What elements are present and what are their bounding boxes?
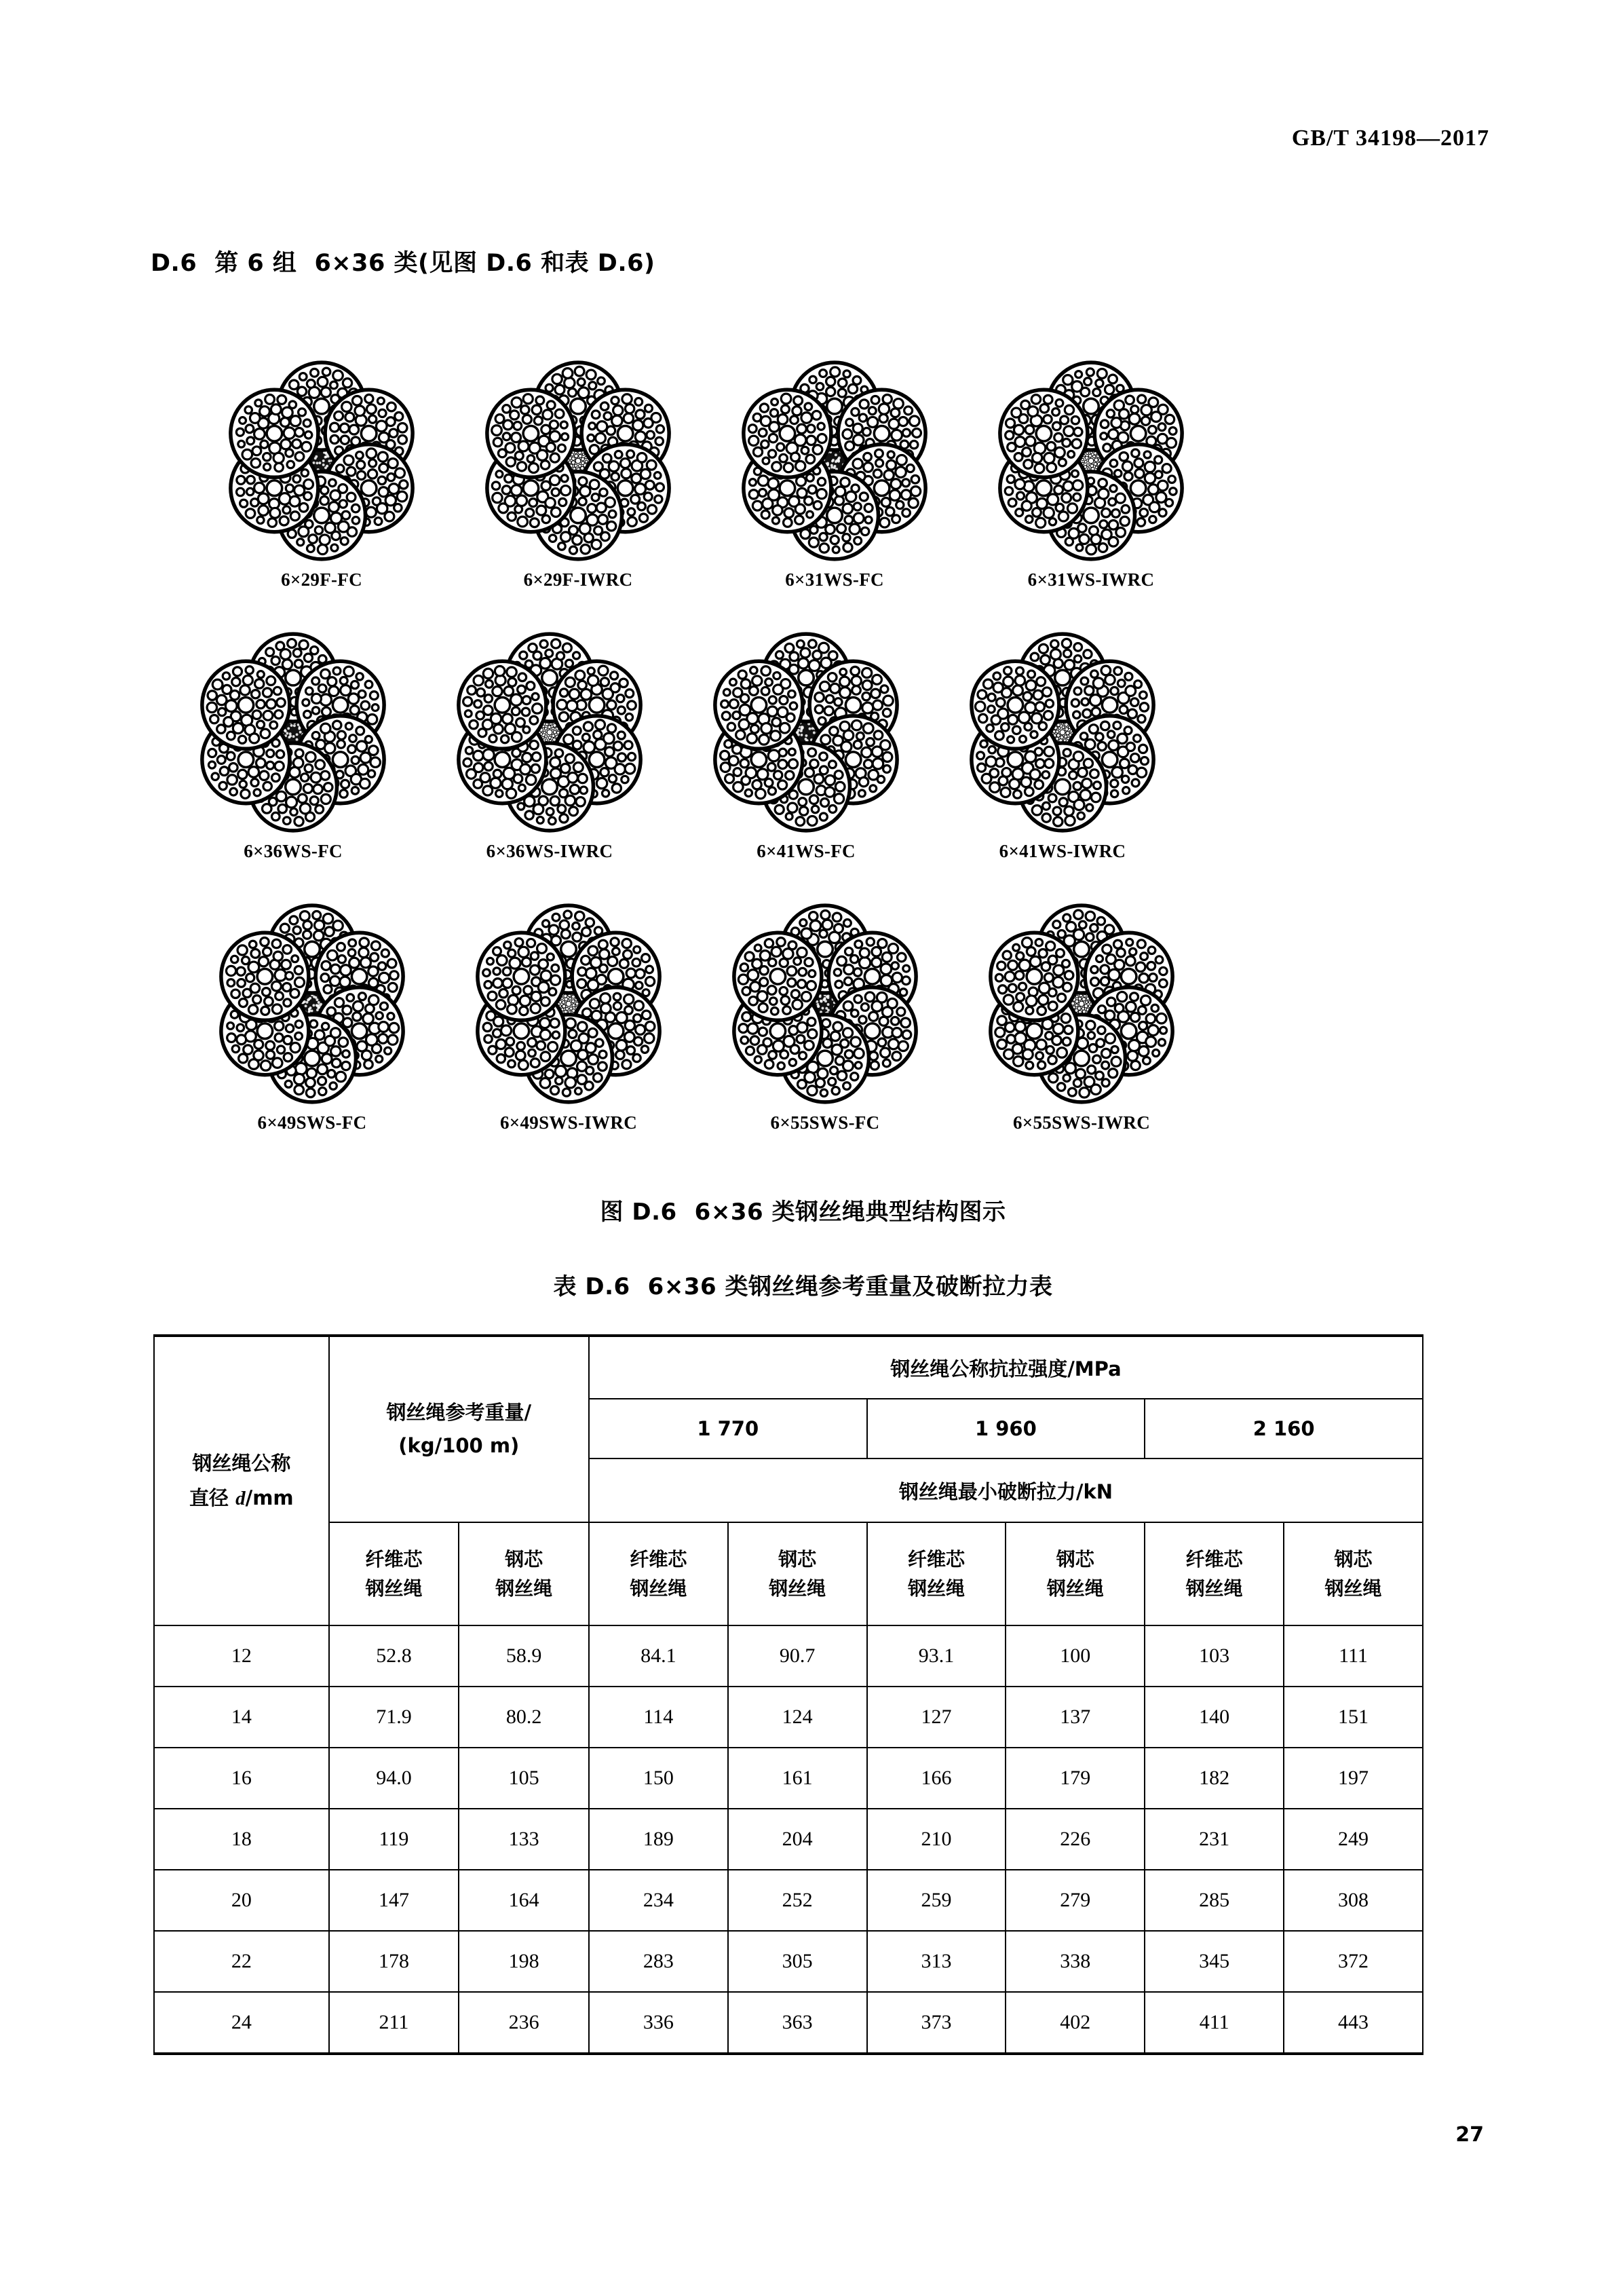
cell-f1770-steel: 161 <box>728 1748 867 1809</box>
core-label-line1: 钢芯 <box>505 1547 543 1570</box>
rope-cross-section-icon <box>733 359 936 563</box>
cell-weight-fiber: 147 <box>329 1870 459 1931</box>
th-nominal-diameter <box>154 1336 329 1625</box>
cell-f1960-steel: 100 <box>1006 1625 1145 1687</box>
cell-f1770-fiber: 114 <box>589 1687 728 1748</box>
rope-cross-section-icon <box>961 631 1164 834</box>
table-row <box>154 1870 1423 1931</box>
cell-diameter: 12 <box>154 1625 329 1687</box>
standard-code-header: GB/T 34198—2017 <box>1291 126 1489 151</box>
cell-f1770-fiber: 189 <box>589 1809 728 1870</box>
section-group: 第 6 组 <box>214 250 297 277</box>
cell-f1960-fiber: 373 <box>867 1992 1006 2054</box>
cell-f1960-fiber: 210 <box>867 1809 1006 1870</box>
core-label-line1: 纤维芯 <box>1185 1547 1243 1570</box>
core-label-line2: 钢丝绳 <box>769 1577 826 1600</box>
diam-symbol: d <box>235 1487 246 1509</box>
core-label-line2: 钢丝绳 <box>907 1577 965 1600</box>
core-label-line2: 钢丝绳 <box>365 1577 423 1600</box>
cell-f1960-steel: 137 <box>1006 1687 1145 1748</box>
rope-diagram-label: 6×41WS-IWRC <box>999 841 1126 861</box>
rope-cross-section-icon <box>704 631 908 834</box>
cell-f1960-steel: 338 <box>1006 1931 1145 1992</box>
rope-diagram-cell <box>684 631 928 862</box>
section-heading <box>151 244 655 278</box>
rope-cross-section-icon <box>723 902 927 1106</box>
cell-diameter: 14 <box>154 1687 329 1748</box>
figure-caption-label: 图 D.6 <box>600 1199 677 1226</box>
diam-pre: 直径 <box>189 1486 236 1509</box>
cell-diameter: 20 <box>154 1870 329 1931</box>
cell-weight-fiber: 94.0 <box>329 1748 459 1809</box>
rope-diagram-label: 6×29F-IWRC <box>523 569 633 590</box>
th-2160-fiber-core <box>1145 1522 1284 1625</box>
th-1960-fiber-core <box>867 1522 1006 1625</box>
rope-diagram-label: 6×36WS-IWRC <box>486 841 613 861</box>
cell-f1960-steel: 402 <box>1006 1992 1145 2054</box>
core-label-line1: 纤维芯 <box>907 1547 965 1570</box>
th-1960-steel-core <box>1006 1522 1145 1625</box>
rope-diagram-label: 6×36WS-FC <box>244 841 343 861</box>
cell-f1770-steel: 124 <box>728 1687 867 1748</box>
core-label-line2: 钢丝绳 <box>1046 1577 1104 1600</box>
rope-diagram-label: 6×31WS-IWRC <box>1027 569 1155 590</box>
cell-f1770-fiber: 234 <box>589 1870 728 1931</box>
cell-diameter: 22 <box>154 1931 329 1992</box>
th-strength-1770: 1 770 <box>589 1399 867 1458</box>
rope-cross-section-icon <box>448 631 651 834</box>
core-label-line2: 钢丝绳 <box>1324 1577 1382 1600</box>
cell-f1770-fiber: 283 <box>589 1931 728 1992</box>
cell-f1770-steel: 363 <box>728 1992 867 2054</box>
cell-f2160-fiber: 231 <box>1145 1809 1284 1870</box>
th-weight-fiber-core <box>329 1522 459 1625</box>
th-nominal-diameter-line2 <box>155 1481 328 1516</box>
table-row <box>154 1992 1423 2054</box>
cell-f2160-steel: 443 <box>1284 1992 1423 2054</box>
cell-f1770-steel: 90.7 <box>728 1625 867 1687</box>
rope-diagram-label: 6×29F-FC <box>281 569 362 590</box>
table-row <box>154 1625 1423 1687</box>
cell-f1960-steel: 179 <box>1006 1748 1145 1809</box>
figure-row <box>151 319 1460 590</box>
cell-f2160-steel: 308 <box>1284 1870 1423 1931</box>
cell-f2160-steel: 151 <box>1284 1687 1423 1748</box>
cell-weight-steel: 133 <box>459 1809 589 1870</box>
cell-weight-fiber: 211 <box>329 1992 459 2054</box>
rope-diagram-cell <box>940 631 1185 862</box>
th-tensile-strength: 钢丝绳公称抗拉强度/MPa <box>589 1336 1423 1399</box>
rope-cross-section-icon <box>220 359 423 563</box>
th-1770-steel-core <box>728 1522 867 1625</box>
table-row <box>154 1931 1423 1992</box>
rope-cross-section-icon <box>980 902 1183 1106</box>
table-header-row-4 <box>154 1522 1423 1625</box>
cell-weight-fiber: 178 <box>329 1931 459 1992</box>
figure-caption-text: 6×36 类钢丝绳典型结构图示 <box>694 1199 1006 1226</box>
th-strength-2160: 2 160 <box>1145 1399 1423 1458</box>
rope-cross-section-icon <box>467 902 670 1106</box>
th-2160-steel-core <box>1284 1522 1423 1625</box>
cell-f1960-steel: 226 <box>1006 1809 1145 1870</box>
cell-f2160-steel: 197 <box>1284 1748 1423 1809</box>
rope-diagram-cell <box>712 359 957 590</box>
cell-f2160-fiber: 345 <box>1145 1931 1284 1992</box>
cell-f2160-steel: 372 <box>1284 1931 1423 1992</box>
cell-f2160-fiber: 140 <box>1145 1687 1284 1748</box>
rope-cross-section-icon <box>210 902 414 1106</box>
th-min-breaking-force: 钢丝绳最小破断拉力/kN <box>589 1458 1423 1522</box>
th-strength-1960: 1 960 <box>867 1399 1145 1458</box>
rope-diagram-label: 6×31WS-FC <box>785 569 884 590</box>
rope-diagram-label: 6×49SWS-FC <box>257 1112 367 1133</box>
rope-diagram-cell <box>703 902 947 1133</box>
cell-f1960-fiber: 313 <box>867 1931 1006 1992</box>
cell-f1960-fiber: 166 <box>867 1748 1006 1809</box>
cell-diameter: 24 <box>154 1992 329 2054</box>
cell-f1770-steel: 305 <box>728 1931 867 1992</box>
th-1770-fiber-core <box>589 1522 728 1625</box>
core-label-line2: 钢丝绳 <box>1185 1577 1243 1600</box>
cell-f2160-steel: 111 <box>1284 1625 1423 1687</box>
rope-diagram-label: 6×41WS-FC <box>757 841 856 861</box>
rope-cross-section-icon <box>476 359 680 563</box>
cell-weight-steel: 198 <box>459 1931 589 1992</box>
rope-diagram-cell <box>171 631 415 862</box>
th-reference-weight-line2: (kg/100 m) <box>398 1434 520 1457</box>
table-row <box>154 1809 1423 1870</box>
rope-diagram-cell <box>959 902 1204 1133</box>
rope-structure-figure <box>151 319 1460 1133</box>
rope-diagram-cell <box>190 902 434 1133</box>
th-reference-weight <box>329 1336 589 1522</box>
cell-f1960-fiber: 259 <box>867 1870 1006 1931</box>
th-weight-steel-core <box>459 1522 589 1625</box>
core-label-line1: 纤维芯 <box>365 1547 423 1570</box>
core-label-line2: 钢丝绳 <box>630 1577 687 1600</box>
core-label-line1: 钢芯 <box>1334 1547 1373 1570</box>
cell-f1960-fiber: 93.1 <box>867 1625 1006 1687</box>
cell-weight-steel: 164 <box>459 1870 589 1931</box>
cell-weight-steel: 58.9 <box>459 1625 589 1687</box>
cell-f2160-fiber: 285 <box>1145 1870 1284 1931</box>
cell-f1770-steel: 204 <box>728 1809 867 1870</box>
cell-weight-fiber: 71.9 <box>329 1687 459 1748</box>
cell-diameter: 16 <box>154 1748 329 1809</box>
th-nominal-diameter-line1: 钢丝绳公称 <box>192 1451 291 1475</box>
cell-weight-steel: 236 <box>459 1992 589 2054</box>
cell-weight-steel: 80.2 <box>459 1687 589 1748</box>
cell-diameter: 18 <box>154 1809 329 1870</box>
th-reference-weight-line1: 钢丝绳参考重量/ <box>386 1400 532 1424</box>
core-label-line1: 钢芯 <box>1056 1547 1094 1570</box>
rope-diagram-cell <box>456 359 700 590</box>
rope-diagram-cell <box>446 902 691 1133</box>
cell-f1770-steel: 252 <box>728 1870 867 1931</box>
cell-f1770-fiber: 84.1 <box>589 1625 728 1687</box>
table-caption-label: 表 D.6 <box>553 1273 630 1300</box>
cell-f1770-fiber: 336 <box>589 1992 728 2054</box>
core-label-line2: 钢丝绳 <box>495 1577 553 1600</box>
cell-weight-fiber: 119 <box>329 1809 459 1870</box>
page-number: 27 <box>1455 2123 1484 2147</box>
cell-f2160-fiber: 182 <box>1145 1748 1284 1809</box>
rope-diagram-label: 6×49SWS-IWRC <box>499 1112 637 1133</box>
rope-diagram-label: 6×55SWS-FC <box>770 1112 880 1133</box>
cell-f2160-fiber: 103 <box>1145 1625 1284 1687</box>
table-header-row-1 <box>154 1336 1423 1399</box>
figure-caption <box>0 1193 1606 1226</box>
rope-cross-section-icon <box>989 359 1193 563</box>
figure-row <box>151 590 1460 862</box>
table-row <box>154 1687 1423 1748</box>
figure-row <box>151 862 1460 1133</box>
cell-f1770-fiber: 150 <box>589 1748 728 1809</box>
rope-diagram-label: 6×55SWS-IWRC <box>1012 1112 1150 1133</box>
rope-diagram-cell <box>427 631 672 862</box>
table-caption-text: 6×36 类钢丝绳参考重量及破断拉力表 <box>647 1273 1053 1300</box>
cell-f2160-fiber: 411 <box>1145 1992 1284 2054</box>
rope-diagram-cell <box>199 359 444 590</box>
rope-cross-section-icon <box>191 631 395 834</box>
diam-post: /mm <box>245 1486 294 1509</box>
section-title: 6×36 类(见图 D.6 和表 D.6) <box>314 250 655 277</box>
cell-f1960-steel: 279 <box>1006 1870 1145 1931</box>
cell-f1960-fiber: 127 <box>867 1687 1006 1748</box>
rope-data-table <box>153 1334 1423 2055</box>
cell-weight-fiber: 52.8 <box>329 1625 459 1687</box>
rope-diagram-cell <box>969 359 1213 590</box>
section-number: D.6 <box>151 250 197 277</box>
table-caption <box>0 1268 1606 1301</box>
core-label-line1: 钢芯 <box>778 1547 817 1570</box>
cell-f2160-steel: 249 <box>1284 1809 1423 1870</box>
rope-data-table-wrapper <box>153 1334 1423 2055</box>
table-body <box>154 1625 1423 2054</box>
core-label-line1: 纤维芯 <box>630 1547 687 1570</box>
cell-weight-steel: 105 <box>459 1748 589 1809</box>
table-row <box>154 1748 1423 1809</box>
